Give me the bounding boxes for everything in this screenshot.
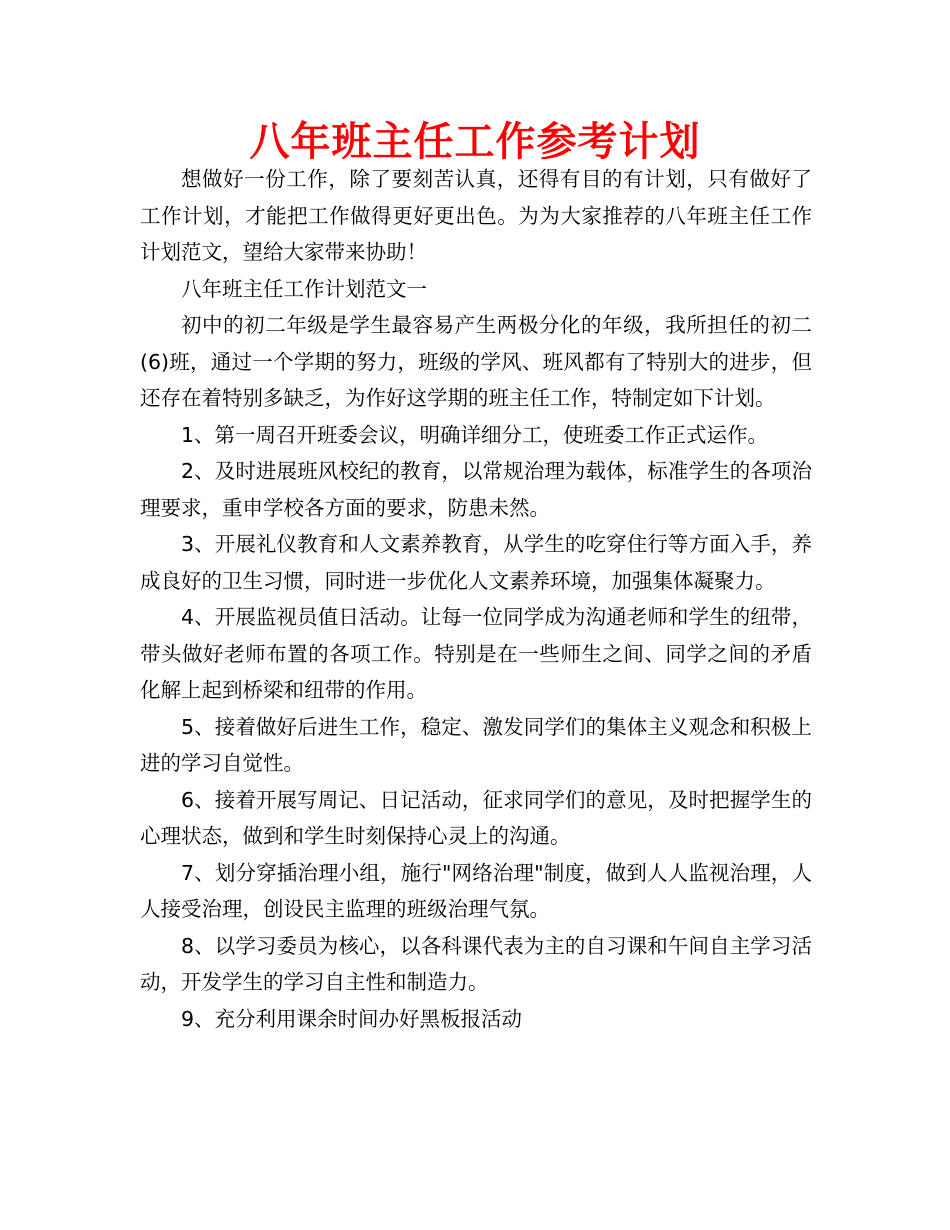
document-body xyxy=(140,161,812,1037)
paragraph-item-6: 6、接着开展写周记、日记活动，征求同学们的意见，及时把握学生的心理状态，做到和学生时刻保持心灵上的沟通。 xyxy=(140,787,812,848)
paragraph-item-2: 2、及时进展班风校纪的教育，以常规治理为载体，标准学生的各项治理要求，重申学校各方面的要求，防患未然。 xyxy=(140,459,812,520)
paragraph-item-5: 5、接着做好后进生工作，稳定、激发同学们的集体主义观念和积极上进的学习自觉性。 xyxy=(140,714,812,775)
paragraph-item-4: 4、开展监视员值日活动。让每一位同学成为沟通老师和学生的纽带，带头做好老师布置的各项工作。特别是在一些师生之间、同学之间的矛盾化解上起到桥梁和纽带的作用。 xyxy=(140,605,812,702)
paragraph-item-1: 1、第一周召开班委会议，明确详细分工，使班委工作正式运作。 xyxy=(181,422,769,447)
paragraph-item-7: 7、划分穿插治理小组，施行"网络治理"制度，做到人人监视治理，人人接受治理，创设民主监理的班级治理气氛。 xyxy=(140,860,812,921)
paragraph-item-9: 9、充分利用课余时间办好黑板报活动 xyxy=(181,1006,523,1031)
paragraph-overview: 初中的初二年级是学生最容易产生两极分化的年级，我所担任的初二(6)班，通过一个学期的努力，班级的学风、班风都有了特别大的进步，但还存在着特别多缺乏，为作好这学期的班主任工作，特制定如下计划。 xyxy=(140,313,812,410)
paragraph-item-8: 8、以学习委员为核心，以各科课代表为主的自习课和午间自主学习活动，开发学生的学习自主性和制造力。 xyxy=(140,933,812,994)
paragraph-subheading: 八年班主任工作计划范文一 xyxy=(181,276,427,301)
paragraph-intro: 想做好一份工作，除了要刻苦认真，还得有目的有计划，只有做好了工作计划，才能把工作做得更好更出色。为为大家推荐的八年班主任工作计划范文，望给大家带来协助！ xyxy=(140,167,812,264)
paragraph-item-3: 3、开展礼仪教育和人文素养教育，从学生的吃穿住行等方面入手，养成良好的卫生习惯，同时进一步优化人文素养环境，加强集体凝聚力。 xyxy=(140,532,812,593)
document-title: 八年班主任工作参考计划 xyxy=(249,118,701,165)
